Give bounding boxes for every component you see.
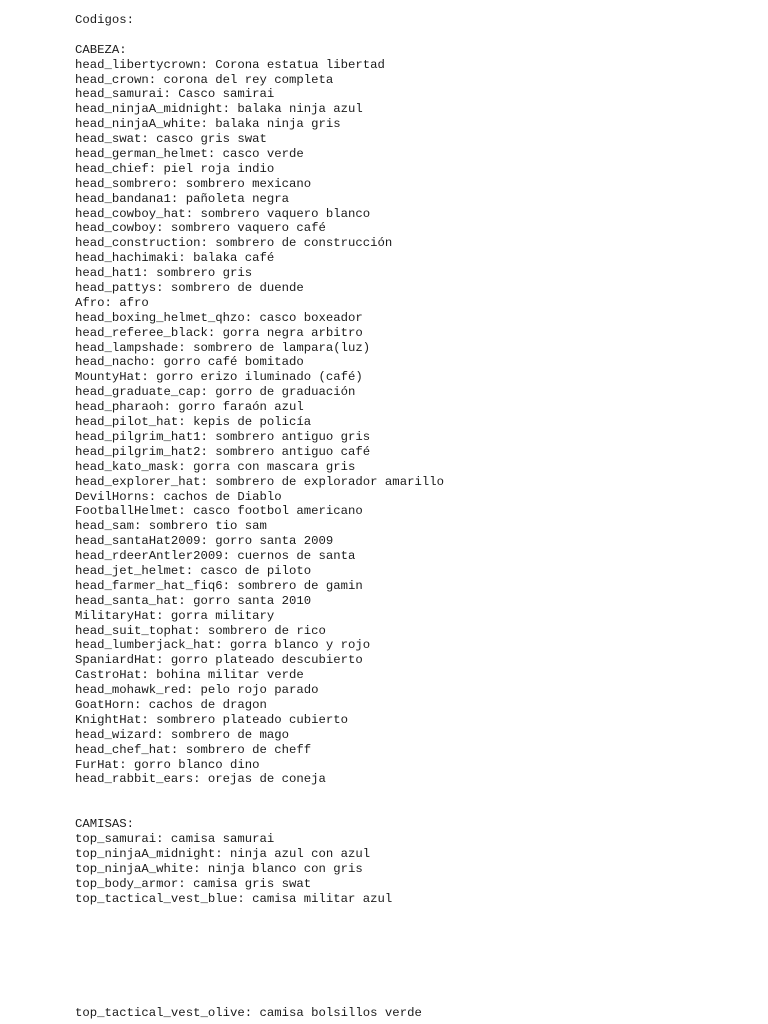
code-line: head_ninjaA_midnight: balaka ninja azul <box>75 102 363 117</box>
code-line: MountyHat: gorro erizo iluminado (café) <box>75 370 363 385</box>
spacer <box>75 28 755 43</box>
code-line: head_graduate_cap: gorro de graduación <box>75 385 356 400</box>
code-line: head_samurai: Casco samirai <box>75 87 275 102</box>
code-line: head_crown: corona del rey completa <box>75 72 334 87</box>
document-footer-line: top_tactical_vest_olive: camisa bolsillos verde <box>75 1006 422 1020</box>
code-line: head_pilot_hat: kepis de policía <box>75 415 312 430</box>
code-line: head_lampshade: sombrero de lampara(luz) <box>75 340 371 355</box>
section-heading: CAMISAS: <box>75 817 135 832</box>
code-line: FootballHelmet: casco footbol americano <box>75 504 363 519</box>
document-body <box>75 13 755 907</box>
code-line: head_cowboy: sombrero vaquero café <box>75 221 326 236</box>
code-line: head_farmer_hat_fiq6: sombrero de gamin <box>75 578 363 593</box>
code-line: head_rabbit_ears: orejas de coneja <box>75 772 326 787</box>
code-line: head_nacho: gorro café bomitado <box>75 355 304 370</box>
code-line: head_sombrero: sombrero mexicano <box>75 176 312 191</box>
code-line: head_hat1: sombrero gris <box>75 266 253 281</box>
code-line: head_construction: sombrero de construcción <box>75 236 393 251</box>
code-line: head_cowboy_hat: sombrero vaquero blanco <box>75 206 371 221</box>
code-line: head_german_helmet: casco verde <box>75 147 304 162</box>
code-line: head_hachimaki: balaka café <box>75 251 275 266</box>
section-lines <box>75 58 755 788</box>
code-line: SpaniardHat: gorro plateado descubierto <box>75 653 363 668</box>
code-line: head_bandana1: pañoleta negra <box>75 191 290 206</box>
code-line: CastroHat: bohina militar verde <box>75 668 304 683</box>
code-line: head_explorer_hat: sombrero de explorador amarillo <box>75 474 444 489</box>
section-lines <box>75 832 755 906</box>
code-line: top_body_armor: camisa gris swat <box>75 876 312 891</box>
code-line: DevilHorns: cachos de Diablo <box>75 489 282 504</box>
code-line: head_referee_black: gorra negra arbitro <box>75 325 363 340</box>
code-line: Afro: afro <box>75 295 149 310</box>
code-line: FurHat: gorro blanco dino <box>75 757 260 772</box>
code-line: head_santa_hat: gorro santa 2010 <box>75 593 312 608</box>
document-title: Codigos: <box>75 13 135 27</box>
code-line: head_pharaoh: gorro faraón azul <box>75 400 304 415</box>
code-line: head_kato_mask: gorra con mascara gris <box>75 459 356 474</box>
code-line: head_chef_hat: sombrero de cheff <box>75 742 312 757</box>
spacer <box>75 787 755 817</box>
code-line: top_samurai: camisa samurai <box>75 832 275 847</box>
code-line: top_tactical_vest_blue: camisa militar azul <box>75 891 393 906</box>
code-line: head_jet_helmet: casco de piloto <box>75 563 312 578</box>
code-line: head_mohawk_red: pelo rojo parado <box>75 683 319 698</box>
code-line: head_pilgrim_hat2: sombrero antiguo café <box>75 444 371 459</box>
section-heading: CABEZA: <box>75 42 127 57</box>
section-cabeza <box>75 43 755 788</box>
code-line: KnightHat: sombrero plateado cubierto <box>75 712 349 727</box>
code-line: MilitaryHat: gorra military <box>75 608 275 623</box>
code-line: head_ninjaA_white: balaka ninja gris <box>75 117 341 132</box>
code-line: GoatHorn: cachos de dragon <box>75 697 267 712</box>
section-camisas <box>75 817 755 906</box>
code-line: head_chief: piel roja indio <box>75 161 275 176</box>
code-line: head_santaHat2009: gorro santa 2009 <box>75 534 334 549</box>
code-line: head_libertycrown: Corona estatua libertad <box>75 57 385 72</box>
code-line: head_suit_tophat: sombrero de rico <box>75 623 326 638</box>
code-line: head_wizard: sombrero de mago <box>75 727 290 742</box>
code-line: head_pilgrim_hat1: sombrero antiguo gris <box>75 429 371 444</box>
code-line: head_pattys: sombrero de duende <box>75 281 304 296</box>
code-line: head_rdeerAntler2009: cuernos de santa <box>75 549 356 564</box>
code-line: head_swat: casco gris swat <box>75 132 267 147</box>
code-line: head_boxing_helmet_qhzo: casco boxeador <box>75 310 363 325</box>
code-line: top_ninjaA_midnight: ninja azul con azul <box>75 847 371 862</box>
code-line: head_lumberjack_hat: gorra blanco y rojo <box>75 638 371 653</box>
code-line: top_ninjaA_white: ninja blanco con gris <box>75 861 363 876</box>
code-line: head_sam: sombrero tio sam <box>75 519 267 534</box>
